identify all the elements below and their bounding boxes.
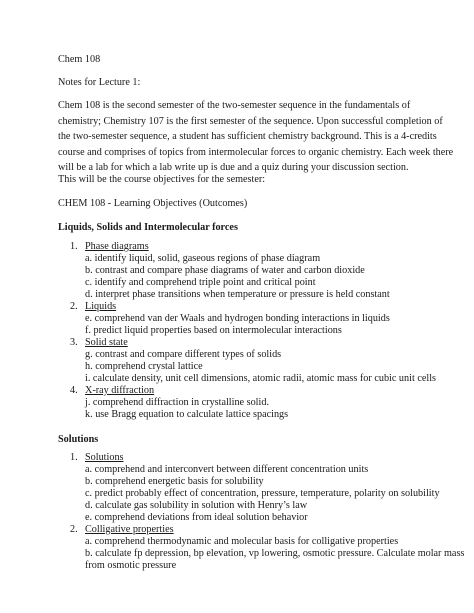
item-number: 2. <box>70 524 78 535</box>
objectives-title: CHEM 108 - Learning Objectives (Outcomes) <box>58 198 248 209</box>
list-item: h. comprehend crystal lattice <box>85 361 203 372</box>
section-heading-liquids-solids: Liquids, Solids and Intermolecular forces <box>58 222 238 233</box>
list-item: b. contrast and compare phase diagrams of water and carbon dioxide <box>85 265 365 276</box>
item-number: 1. <box>70 452 78 463</box>
notes-label: Notes for Lecture 1: <box>58 77 141 88</box>
item-title-x-ray-diffraction: X-ray diffraction <box>85 385 155 396</box>
list-item: d. calculate gas solubility in solution with Henry’s law <box>85 500 308 511</box>
item-number: 3. <box>70 337 78 348</box>
list-item: b. calculate fp depression, bp elevation, vp lowering, osmotic pressure. Calculate molar mass <box>85 548 465 559</box>
objectives-note: This will be the course objectives for the semester: <box>58 174 266 185</box>
list-item: a. comprehend thermodynamic and molecular basis for colligative properties <box>85 536 399 547</box>
list-item: j. comprehend diffraction in crystalline solid. <box>85 397 269 408</box>
item-number: 2. <box>70 301 78 312</box>
list-item: d. interpret phase transitions when temperature or pressure is held constant <box>85 289 390 300</box>
section-heading-solutions: Solutions <box>58 434 99 445</box>
list-item: b. comprehend energetic basis for solubility <box>85 476 264 487</box>
course-title: Chem 108 <box>58 54 101 65</box>
item-title-phase-diagrams: Phase diagrams <box>85 241 149 252</box>
list-item: c. predict probably effect of concentration, pressure, temperature, polarity on solubility <box>85 488 440 499</box>
list-item: e. comprehend van der Waals and hydrogen bonding interactions in liquids <box>85 313 390 324</box>
item-title-solid-state: Solid state <box>85 337 128 348</box>
item-title-colligative-properties: Colligative properties <box>85 524 174 535</box>
list-item: c. identify and comprehend triple point and critical point <box>85 277 316 288</box>
intro-line: chemistry; Chemistry 107 is the first semester of the sequence. Upon successful completion of <box>58 115 443 127</box>
item-number: 1. <box>70 241 78 252</box>
list-item: g. contrast and compare different types of solids <box>85 349 282 360</box>
list-item: from osmotic pressure <box>85 560 177 571</box>
intro-line: course and comprises of topics from intermolecular forces to organic chemistry. Each week there <box>58 146 454 158</box>
intro-paragraph <box>58 98 454 176</box>
list-item: e. comprehend deviations from ideal solution behavior <box>85 512 308 523</box>
intro-line: the two-semester sequence, a student has sufficient chemistry background. This is a 4-credits <box>58 131 437 142</box>
list-item: k. use Bragg equation to calculate lattice spacings <box>85 409 289 420</box>
list-item: a. identify liquid, solid, gaseous regions of phase diagram <box>85 253 321 264</box>
list-item: f. predict liquid properties based on intermolecular interactions <box>85 325 342 336</box>
list-item: i. calculate density, unit cell dimensions, atomic radii, atomic mass for cubic unit cells <box>85 373 436 384</box>
intro-line: Chem 108 is the second semester of the two-semester sequence in the fundamentals of <box>58 100 411 111</box>
list-item: a. comprehend and interconvert between different concentration units <box>85 464 369 475</box>
intro-line: will be a lab for which a lab write up is due and a quiz during your discussion section. <box>58 162 409 173</box>
item-number: 4. <box>70 385 78 396</box>
item-title-solutions: Solutions <box>85 452 124 463</box>
item-title-liquids: Liquids <box>85 301 117 312</box>
